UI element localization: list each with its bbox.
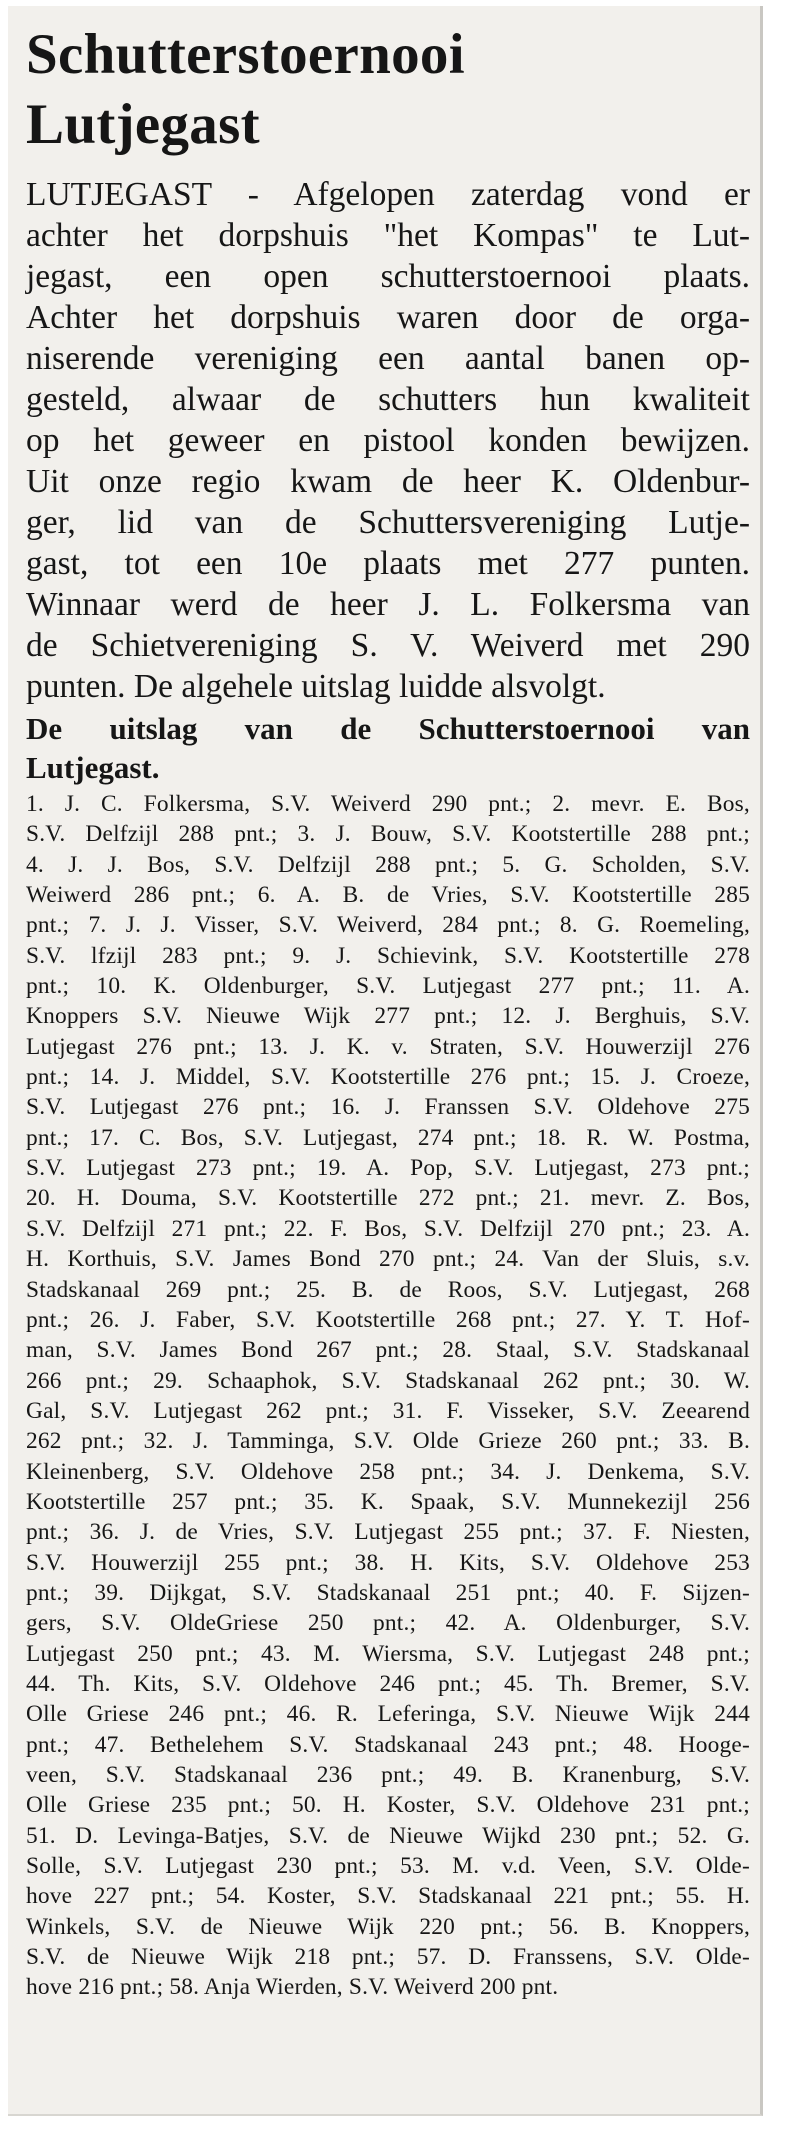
results-line: pnt.; 17. C. Bos, S.V. Lutjegast, 274 pnt.; 18. R. W. Postma, <box>26 1124 750 1151</box>
results-line: Stadskanaal 269 pnt.; 25. B. de Roos, S.V. Lutjegast, 268 <box>26 1276 750 1303</box>
results-line: pnt.; 10. K. Oldenburger, S.V. Lutjegast 277 pnt.; 11. A. <box>26 973 750 1000</box>
results-heading-line: De uitslag van de Schutterstoernooi van <box>26 711 750 746</box>
results-line: 4. J. J. Bos, S.V. Delfzijl 288 pnt.; 5. G. Scholden, S.V. <box>26 851 750 878</box>
headline-line: Schutterstoernooi <box>26 23 465 86</box>
results-line: S.V. Delfzijl 271 pnt.; 22. F. Bos, S.V. Delfzijl 270 pnt.; 23. A. <box>26 1215 750 1242</box>
newspaper-clipping <box>8 6 763 2116</box>
intro-line: gast, tot een 10e plaats met 277 punten. <box>26 545 750 582</box>
intro-line: Uit onze regio kwam de heer K. Oldenbur- <box>26 463 750 500</box>
headline <box>26 20 750 160</box>
results-line: Winkels, S.V. de Nieuwe Wijk 220 pnt.; 56. B. Knoppers, <box>26 1913 750 1940</box>
results-line: 1. J. C. Folkersma, S.V. Weiverd 290 pnt.; 2. mevr. E. Bos, <box>26 791 750 817</box>
results-line: veen, S.V. Stadskanaal 236 pnt.; 49. B. Kranenburg, S.V. <box>26 1762 750 1788</box>
results-line: 20. H. Douma, S.V. Kootstertille 272 pnt.; 21. mevr. Z. Bos, <box>26 1185 750 1212</box>
results-line: gers, S.V. OldeGriese 250 pnt.; 42. A. Oldenburger, S.V. <box>26 1610 750 1637</box>
results-line: S.V. Lutjegast 276 pnt.; 16. J. Franssen S.V. Oldehove 275 <box>26 1094 750 1121</box>
results-line: S.V. de Nieuwe Wijk 218 pnt.; 57. D. Franssens, S.V. Olde- <box>26 1944 750 1971</box>
results-line: pnt.; 26. J. Faber, S.V. Kootstertille 268 pnt.; 27. Y. T. Hof- <box>26 1306 750 1333</box>
results-line: 262 pnt.; 32. J. Tamminga, S.V. Olde Grieze 260 pnt.; 33. B. <box>26 1428 750 1455</box>
results-line: 51. D. Levinga-Batjes, S.V. de Nieuwe Wijkd 230 pnt.; 52. G. <box>26 1822 750 1849</box>
results-line: Kleinenberg, S.V. Oldehove 258 pnt.; 34. J. Denkema, S.V. <box>26 1458 750 1485</box>
results-list <box>26 789 750 2003</box>
results-heading <box>26 709 750 787</box>
results-line: 44. Th. Kits, S.V. Oldehove 246 pnt.; 45. Th. Bremer, S.V. <box>26 1670 750 1697</box>
results-line: pnt.; 7. J. J. Visser, S.V. Weiverd, 284 pnt.; 8. G. Roemeling, <box>26 912 750 939</box>
results-line: S.V. Houwerzijl 255 pnt.; 38. H. Kits, S.V. Oldehove 253 <box>26 1549 750 1576</box>
results-heading-line: Lutjegast. <box>26 750 160 785</box>
intro-line: LUTJEGAST - Afgelopen zaterdag vond er <box>26 176 750 213</box>
results-line: Weiwerd 286 pnt.; 6. A. B. de Vries, S.V. Kootstertille 285 <box>26 882 750 909</box>
intro-line: Winnaar werd de heer J. L. Folkersma van <box>26 586 750 623</box>
intro-line: niserende vereniging een aantal banen op- <box>26 340 750 377</box>
results-line: Lutjegast 276 pnt.; 13. J. K. v. Straten, S.V. Houwerzijl 276 <box>26 1033 750 1060</box>
intro-line: achter het dorpshuis "het Kompas" te Lut- <box>26 217 750 254</box>
results-line: Gal, S.V. Lutjegast 262 pnt.; 31. F. Visseker, S.V. Zeearend <box>26 1397 750 1424</box>
intro-line: Achter het dorpshuis waren door de orga- <box>26 299 750 336</box>
results-line: Olle Griese 235 pnt.; 50. H. Koster, S.V. Oldehove 231 pnt.; <box>26 1792 750 1819</box>
results-line: Knoppers S.V. Nieuwe Wijk 277 pnt.; 12. J. Berghuis, S.V. <box>26 1003 750 1030</box>
results-line: S.V. lfzijl 283 pnt.; 9. J. Schievink, S.V. Kootstertille 278 <box>26 942 750 969</box>
results-line: H. Korthuis, S.V. James Bond 270 pnt.; 24. Van der Sluis, s.v. <box>26 1246 750 1273</box>
results-line: hove 216 pnt.; 58. Anja Wierden, S.V. Weiverd 200 pnt. <box>26 1974 559 2001</box>
results-line: pnt.; 39. Dijkgat, S.V. Stadskanaal 251 pnt.; 40. F. Sijzen- <box>26 1579 750 1606</box>
intro-line: punten. De algehele uitslag luidde alsvolgt. <box>26 668 606 705</box>
results-line: man, S.V. James Bond 267 pnt.; 28. Staal, S.V. Stadskanaal <box>26 1337 750 1364</box>
intro-line: op het geweer en pistool konden bewijzen. <box>26 422 750 459</box>
intro-line: ger, lid van de Schuttersvereniging Lutje- <box>26 504 750 541</box>
results-line: S.V. Lutjegast 273 pnt.; 19. A. Pop, S.V. Lutjegast, 273 pnt.; <box>26 1155 750 1182</box>
results-line: 266 pnt.; 29. Schaaphok, S.V. Stadskanaal 262 pnt.; 30. W. <box>26 1367 750 1394</box>
headline-line: Lutjegast <box>26 93 260 156</box>
results-line: Olle Griese 246 pnt.; 46. R. Leferinga, S.V. Nieuwe Wijk 244 <box>26 1701 750 1728</box>
results-line: S.V. Delfzijl 288 pnt.; 3. J. Bouw, S.V. Kootstertille 288 pnt.; <box>26 821 750 848</box>
results-line: pnt.; 14. J. Middel, S.V. Kootstertille 276 pnt.; 15. J. Croeze, <box>26 1064 750 1091</box>
intro-line: gesteld, alwaar de schutters hun kwaliteit <box>26 381 750 418</box>
results-line: pnt.; 36. J. de Vries, S.V. Lutjegast 255 pnt.; 37. F. Niesten, <box>26 1519 750 1546</box>
results-line: Lutjegast 250 pnt.; 43. M. Wiersma, S.V. Lutjegast 248 pnt.; <box>26 1640 750 1667</box>
results-line: Kootstertille 257 pnt.; 35. K. Spaak, S.V. Munnekezijl 256 <box>26 1488 750 1515</box>
intro-line: de Schietvereniging S. V. Weiverd met 290 <box>26 627 750 664</box>
results-line: hove 227 pnt.; 54. Koster, S.V. Stadskanaal 221 pnt.; 55. H. <box>26 1883 750 1910</box>
intro-line: jegast, een open schutterstoernooi plaats. <box>26 258 750 295</box>
results-line: Solle, S.V. Lutjegast 230 pnt.; 53. M. v.d. Veen, S.V. Olde- <box>26 1853 750 1880</box>
results-line: pnt.; 47. Bethelehem S.V. Stadskanaal 243 pnt.; 48. Hooge- <box>26 1731 750 1758</box>
intro-paragraph <box>26 174 750 707</box>
